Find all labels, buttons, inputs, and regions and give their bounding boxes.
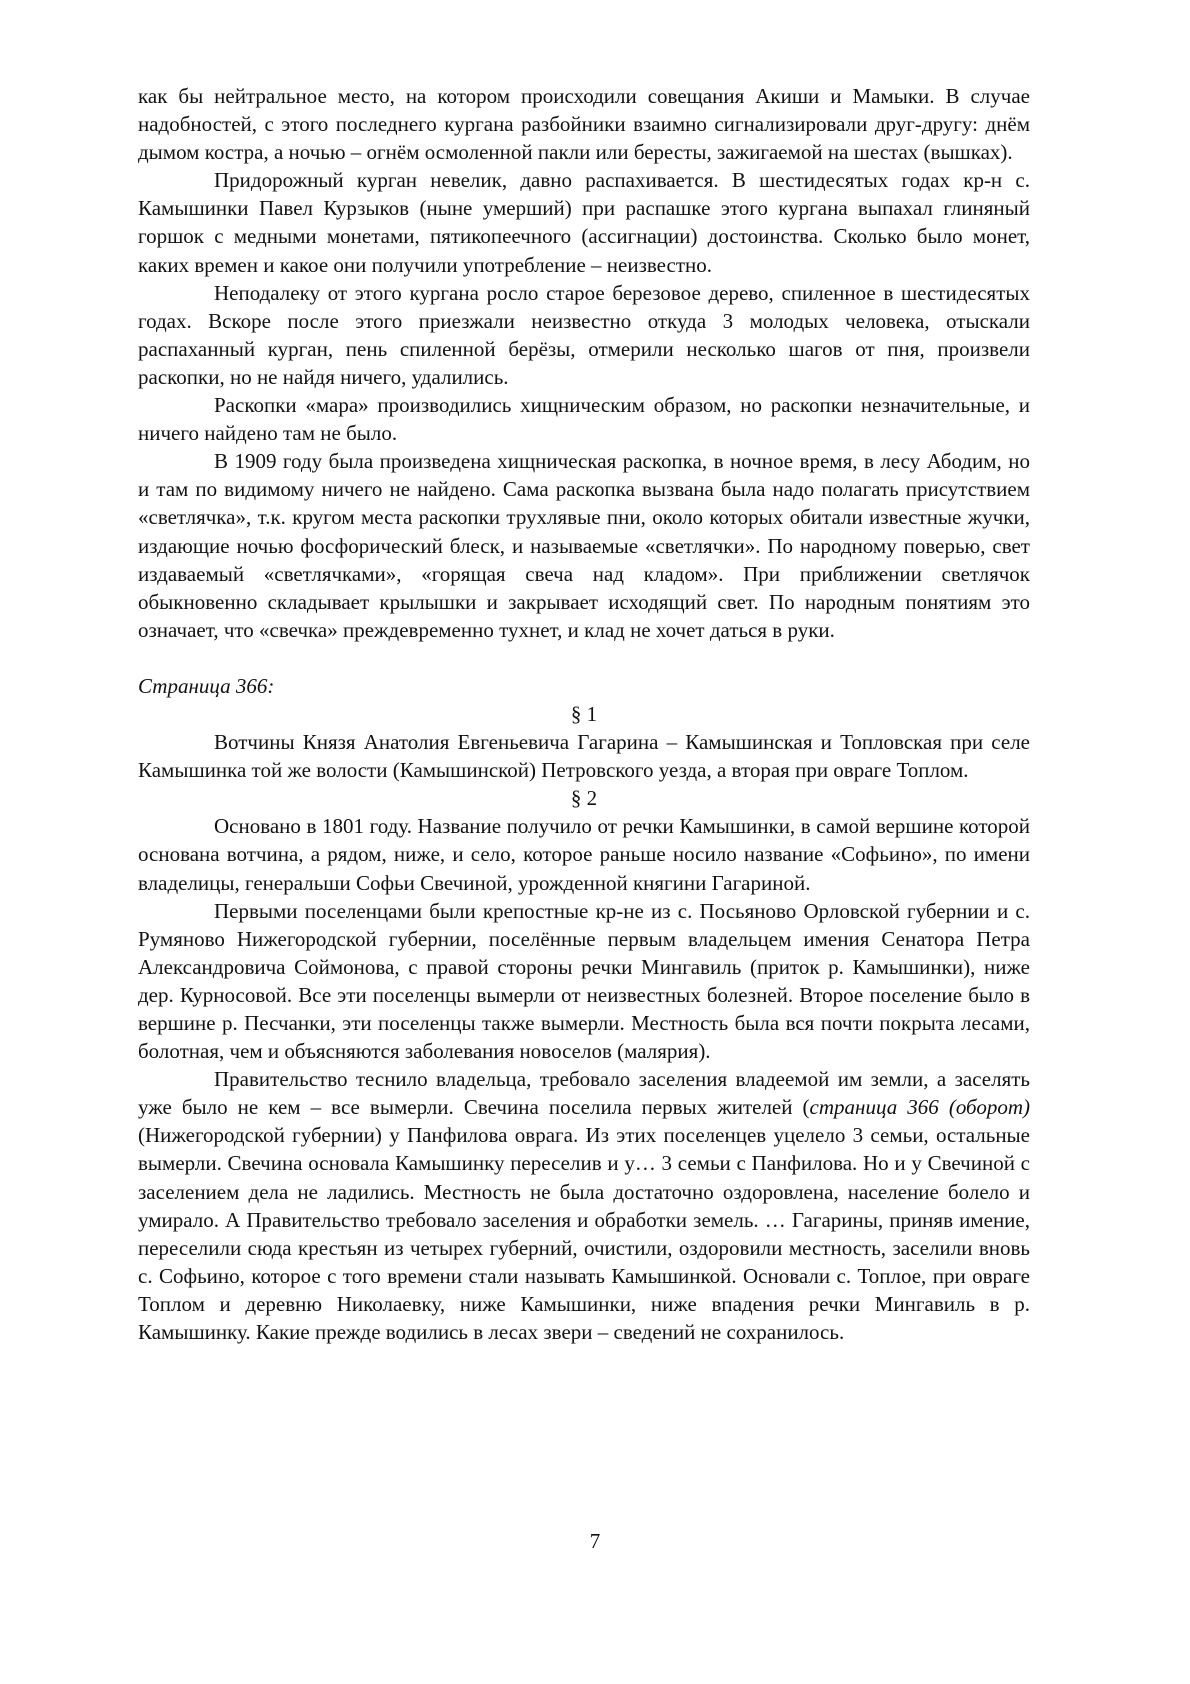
- paragraph-text: Правительство теснило владельца, требовало заселения владеемой им земли, а заселять уже было не кем – все вымерли. Свечина поселила первых жителей (: [138, 1067, 1030, 1120]
- paragraph: Основано в 1801 году. Название получило от речки Камышинки, в самой вершине которой основана вотчина, а рядом, ниже, и село, которое раньше носило название «Софьино», по имени владелицы, генеральши Софьи Свечиной, урожденной княгини Гагариной.: [138, 814, 1030, 895]
- section-heading-1: § 1: [570, 701, 598, 726]
- paragraph: Раскопки «мара» производились хищническим образом, но раскопки незначительные, и ничего найдено там не было.: [138, 393, 1030, 446]
- paragraph: Придорожный курган невелик, давно распахивается. В шестидесятых годах кр-н с. Камышинки Павел Курзыков (ныне умерший) при распашке этого кургана выпахал глиняный горшок с медными монетами, пятикопеечного (ассигнации) достоинства. Сколько было монет, каких времен и какое они получили употребление – неизвестно.: [138, 168, 1030, 277]
- paragraph: [138, 1065, 1030, 1346]
- document-page: [138, 82, 1030, 1346]
- paragraph: В 1909 году была произведена хищническая раскопка, в ночное время, в лесу Абодим, но и там по видимому ничего не найдено. Сама раскопка вызвана была надо полагать присутствием «светлячка», т.к. кругом места раскопки трухлявые пни, около которых обитали известные жучки, издающие ночью фосфорический блеск, и называемые «светлячки». По народному поверью, свет издаваемый «светлячками», «горящая свеча над кладом». При приближении светлячок обыкновенно складывает крылышки и закрывает исходящий свет. По народным понятиям это означает, что «свечка» преждевременно тухнет, и клад не хочет даться в руки.: [138, 449, 1030, 642]
- spacer: [138, 644, 1030, 672]
- paragraph: Вотчины Князя Анатолия Евгеньевича Гагарина – Камышинская и Топловская при селе Камышинка той же волости (Камышинской) Петровского уезда, а вторая при овраге Топлом.: [138, 730, 1030, 783]
- paragraph: Первыми поселенцами были крепостные кр-не из с. Посьяново Орловской губернии и с. Румяново Нижегородской губернии, поселённые первым владельцем имения Сенатора Петра Александровича Соймонова, с правой стороны речки Мингавиль (приток р. Камышинки), ниже дер. Курносовой. Все эти поселенцы вымерли от неизвестных болезней. Второе поселение было в вершине р. Песчанки, эти поселенцы также вымерли. Местность была вся почти покрыта лесами, болотная, чем и объясняются заболевания новоселов (малярия).: [138, 898, 1030, 1064]
- inline-page-reference: страница 366 (оборот): [809, 1095, 1030, 1120]
- section-heading-2: § 2: [570, 786, 598, 811]
- page-reference: Страница 366:: [138, 673, 275, 698]
- paragraph-text: (Нижегородской губернии) у Панфилова оврага. Из этих поселенцев уцелело 3 семьи, остальные вымерли. Свечина основала Камышинку переселив и у… 3 семьи с Панфилова. Но и у Свечиной с заселением дела не ладились. Местность не была достаточно оздоровлена, население болело и умирало. А Правительство требовало заселения и обработки земель. … Гагарины, приняв имение, переселили сюда крестьян из четырех губерний, очистили, оздоровили местность, заселили вновь с. Софьино, которое с того времени стали называть Камышинкой. Основали с. Топлое, при овраге Топлом и деревню Николаевку, ниже Камышинки, ниже впадения речки Мингавиль в р. Камышинку. Какие прежде водились в лесах звери – сведений не сохранилось.: [138, 1123, 1030, 1345]
- paragraph: как бы нейтральное место, на котором происходили совещания Акиши и Мамыки. В случае надобностей, с этого последнего кургана разбойники взаимно сигнализировали друг-другу: днём дымом костра, а ночью – огнём осмоленной пакли или бересты, зажигаемой на шестах (вышках).: [138, 84, 1030, 165]
- page-number: 7: [589, 1529, 601, 1553]
- paragraph: Неподалеку от этого кургана росло старое березовое дерево, спиленное в шестидесятых годах. Вскоре после этого приезжали неизвестно откуда 3 молодых человека, отыскали распаханный курган, пень спиленной берёзы, отмерили несколько шагов от пня, произвели раскопки, но не найдя ничего, удалились.: [138, 280, 1030, 389]
